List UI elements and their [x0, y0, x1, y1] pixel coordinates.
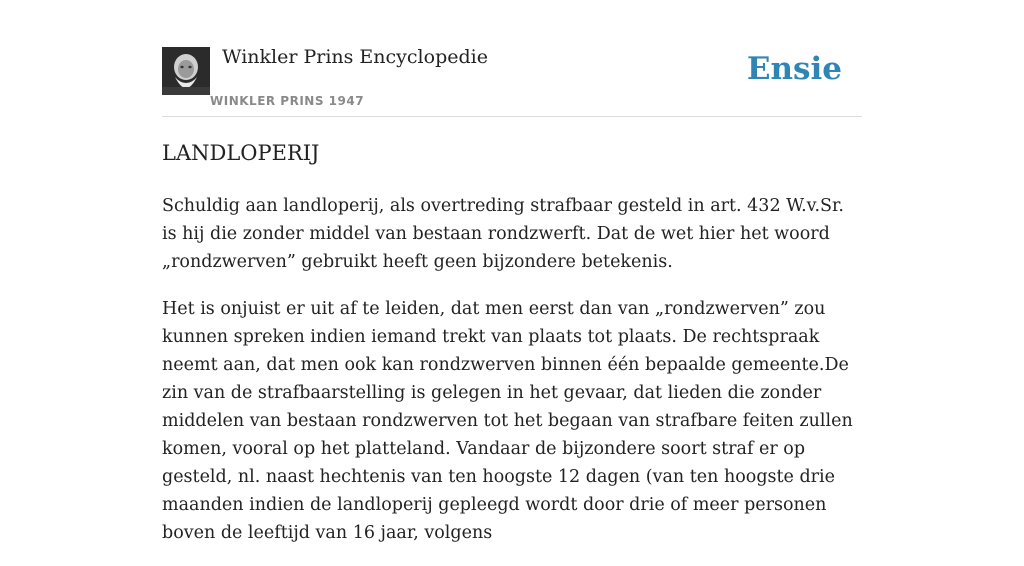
article-paragraph: Het is onjuist er uit af te leiden, dat men eerst dan van „rondzwerven” zou kunnen spreken indien iemand trekt van plaats tot plaats. De rechtspraak neemt aan, dat men ook kan rondzwerven binnen één bepaalde gemeente.De zin van de strafbaarstelling is gelegen in het gevaar, dat lieden die zonder middelen van bestaan rondzwerven tot het begaan van strafbare feiten zullen komen, vooral op het platteland. Vandaar de bijzondere soort straf er op gesteld, nl. naast hechtenis van ten hoogste 12 dagen (van ten hoogste drie maanden indien de landloperij gepleegd wordt door drie of meer personen boven de leeftijd van 16 jaar, volgens	[162, 299, 853, 543]
brand-logo[interactable]: Ensie	[746, 51, 842, 87]
article-body	[162, 192, 862, 566]
article-title: LANDLOPERIJ	[162, 141, 320, 165]
source-label[interactable]: WINKLER PRINS 1947	[210, 94, 365, 108]
portrait-image	[162, 47, 210, 95]
site-name[interactable]: Winkler Prins Encyclopedie	[222, 46, 488, 68]
author-avatar[interactable]	[162, 47, 210, 95]
header	[162, 44, 862, 117]
article-paragraph: Schuldig aan landloperij, als overtreding strafbaar gesteld in art. 432 W.v.Sr. is hij die zonder middel van bestaan rondzwerft. Dat de wet hier het woord „rondzwerven” gebruikt heeft geen bijzondere betekenis.	[162, 196, 844, 272]
